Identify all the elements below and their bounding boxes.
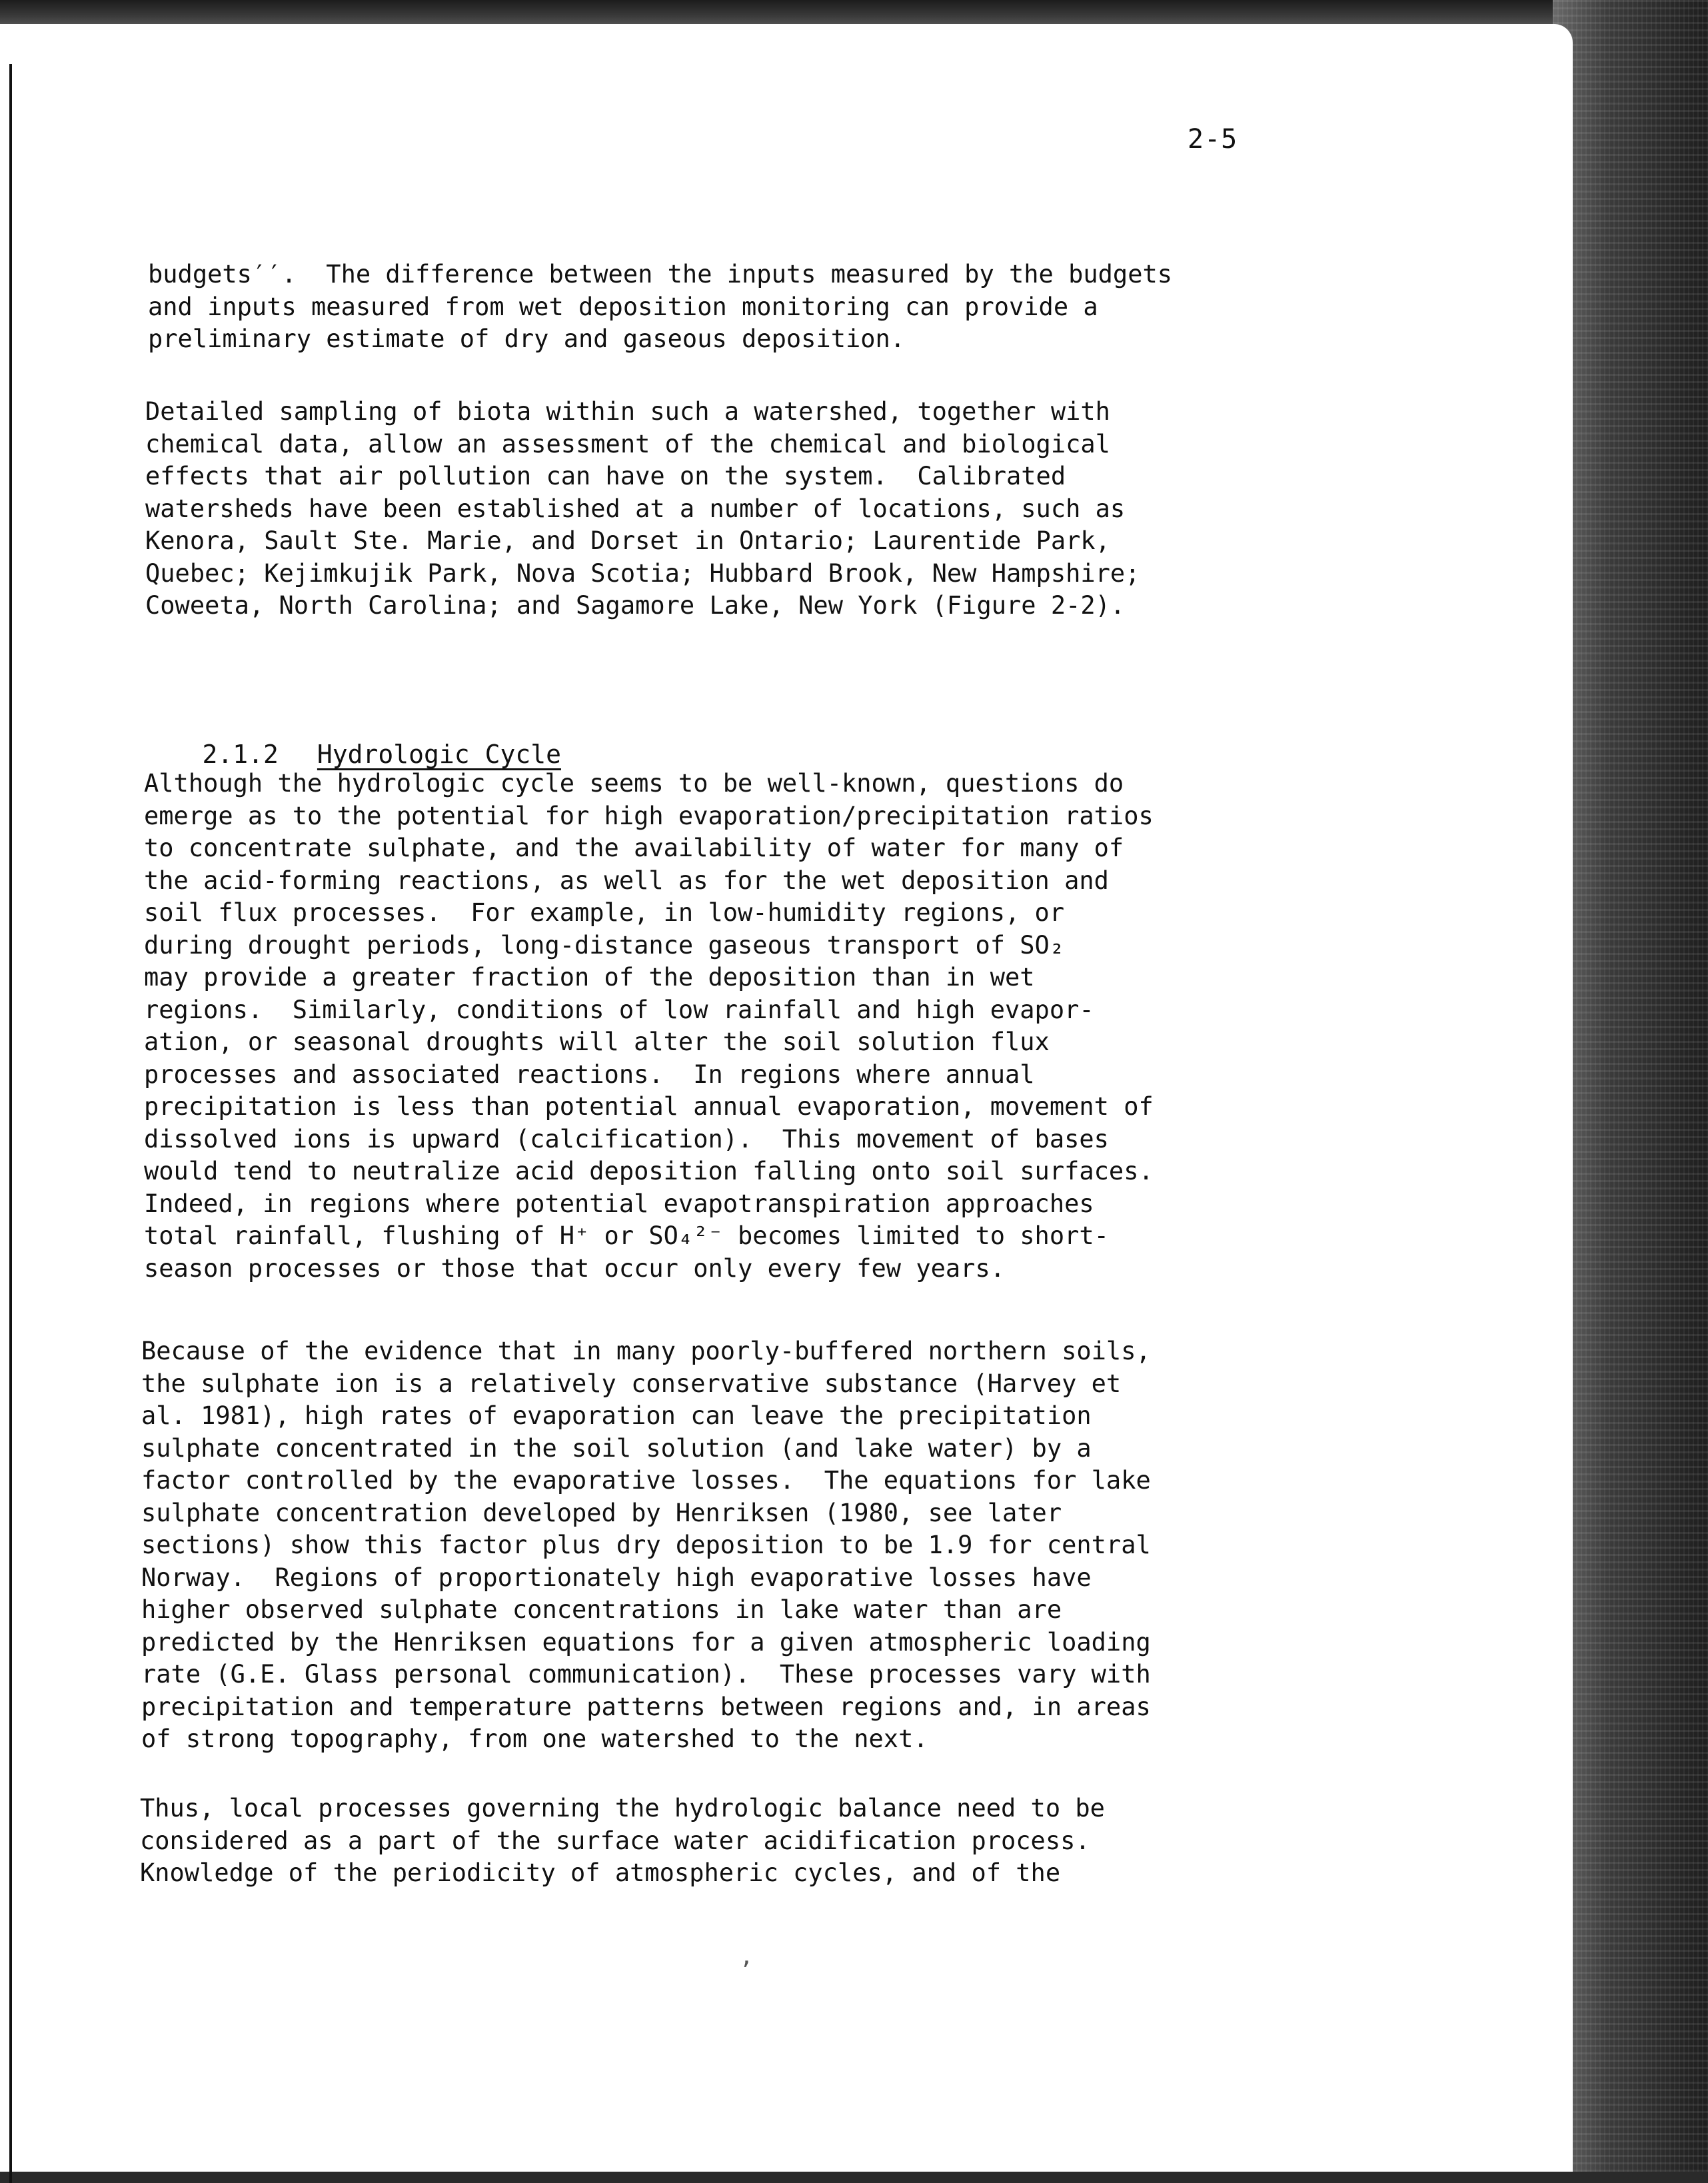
paragraph-thus: Thus, local processes governing the hydrologic balance need to be considered as a part of the surface water acidification process. Knowledge of the periodicity of atmospheric cycles, and of the [140,1794,1105,1887]
paragraph-evidence: Because of the evidence that in many poorly-buffered northern soils, the sulphate ion is a relatively conservative substance (Harvey et al. 1981), high rates of evaporation can leave the precipitation sulphate concentrated in the soil solution (and lake water) by a factor controlled by the evaporative losses. The equations for lake sulphate concentration developed by Henriksen (1980, see later sections) show this factor plus dry deposition to be 1.9 for central Norway. Regions of proportionately high evaporative losses have higher observed sulphate concentrations in lake water than are predicted by the Henriksen equations for a given atmospheric loading rate (G.E. Glass personal communication). These processes vary with precipitation and temperature patterns between regions and, in areas of strong topography, from one watershed to the next. [141,1337,1151,1753]
scan-border-right [1553,0,1708,2172]
paragraph-biota: Detailed sampling of biota within such a watershed, together with chemical data, allow an assessment of the chemical and biological effects that air pollution can have on the system. Calibrated watersheds have been established at a number of locations, such as Kenora, Sault Ste. Marie, and Dorset in Ontario; Laurentide Park, Quebec; Kejimkujik Park, Nova Scotia; Hubbard Brook, New Hampshire; Coweeta, North Carolina; and Sagamore Lake, New York (Figure 2-2). [145,397,1140,620]
page-number: 2-5 [1188,124,1238,155]
paragraph-budgets: budgets′′. The difference between the inputs measured by the budgets and inputs measured from wet deposition monitoring can provide a preliminary estimate of dry and gaseous deposition. [148,260,1173,353]
page-left-edge [9,64,12,2183]
section-title: Hydrologic Cycle [317,740,561,769]
scan-speck: , [740,1943,754,1970]
section-number: 2.1.2 [202,740,279,769]
paragraph-hydrologic-cycle: Although the hydrologic cycle seems to be well-known, questions do emerge as to the potential for high evaporation/precipitation ratios to concentrate sulphate, and the availability of water for many of the acid-forming reactions, as well as for the wet deposition and soil flux processes. For example, in low-humidity regions, or during drought periods, long-distance gaseous transport of SO₂ may provide a greater fraction of the deposition than in wet regions. Similarly, conditions of low rainfall and high evapor- ation, or seasonal droughts will alter the soil solution flux processes and associated reactions. In regions where annual precipitation is less than potential annual evaporation, movement of dissolved ions is upward (calcification). This movement of bases would tend to neutralize acid deposition falling onto soil surfaces. Indeed, in regions where potential evapotranspiration approaches total rainfall, flushing of H⁺ or SO₄²⁻ becomes limited to short- season processes or those that occur only every few years. [144,769,1154,1283]
scan-border-top [0,0,1708,27]
document-page [0,24,1573,2172]
